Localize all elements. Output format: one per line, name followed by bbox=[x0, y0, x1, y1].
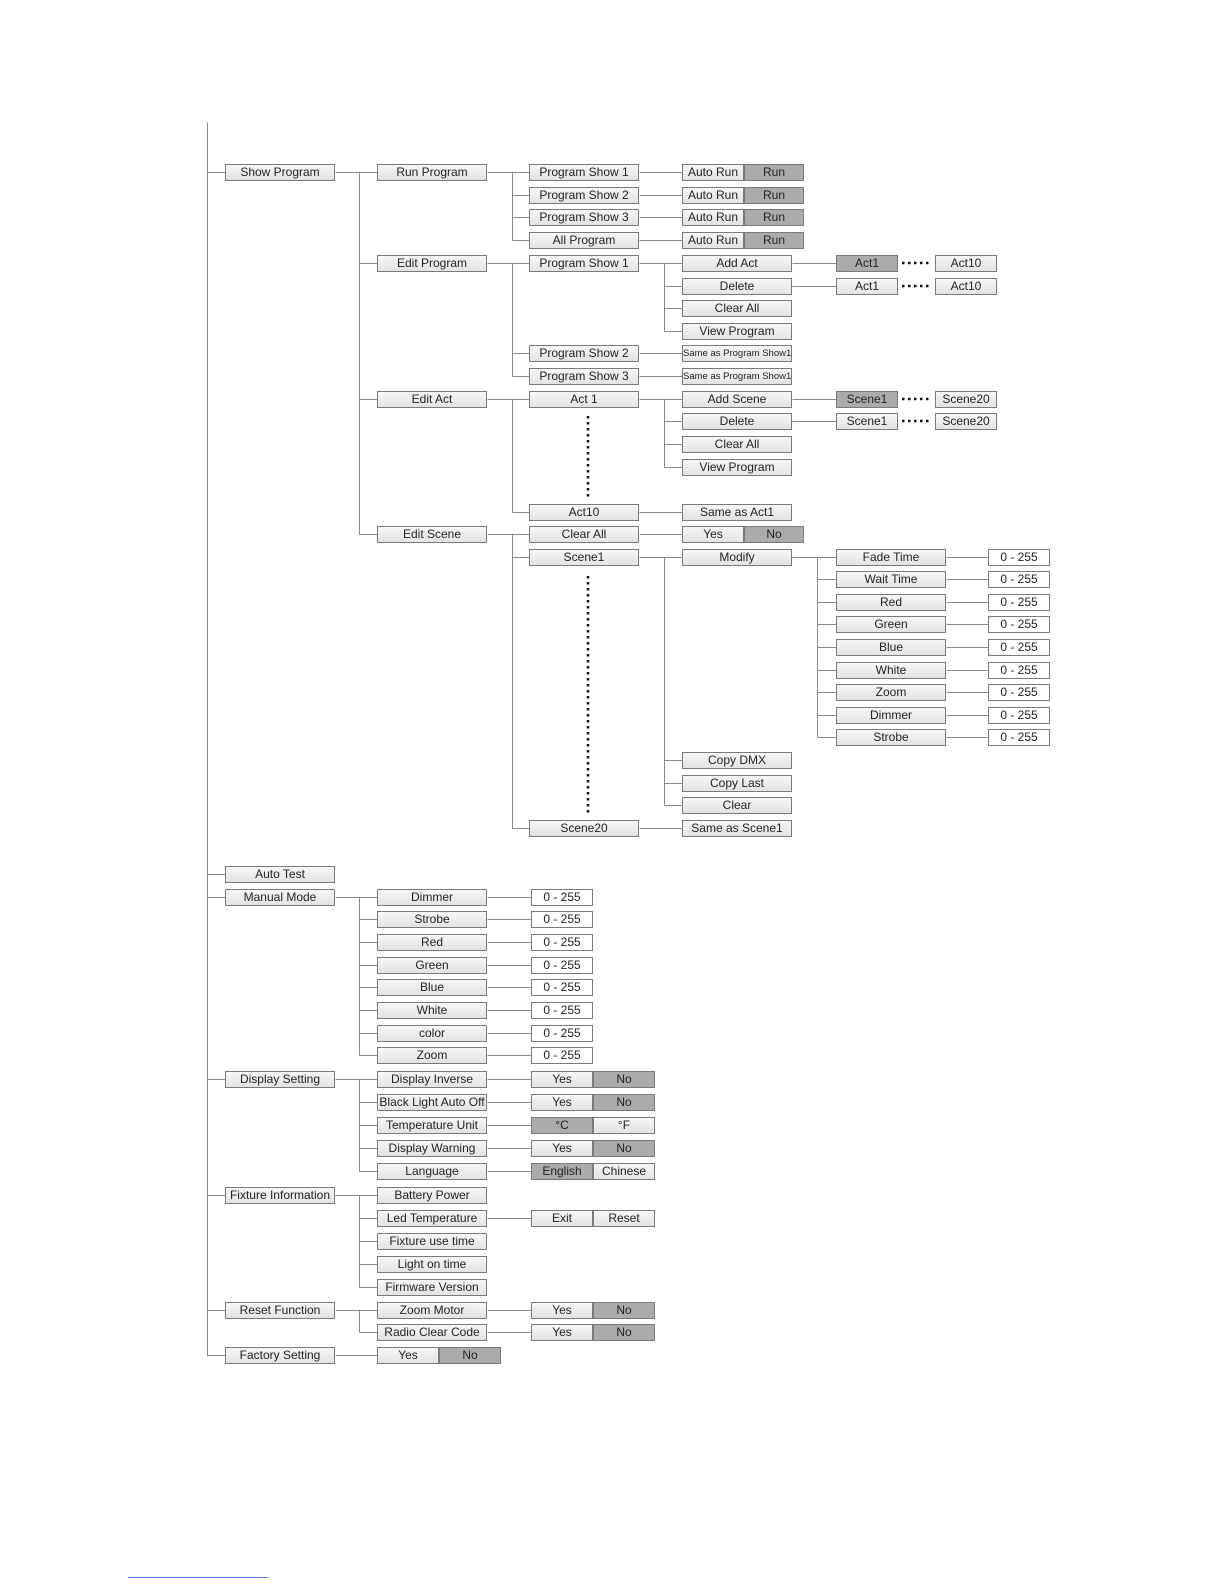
menu-node-mod-blue: Blue bbox=[836, 639, 946, 656]
menu-node-mm-strobe: Strobe bbox=[377, 911, 487, 928]
menu-node-act1-del: Act1 bbox=[836, 278, 898, 295]
menu-node-rc-no: No bbox=[593, 1324, 655, 1341]
menu-node-fixture-information: Fixture Information bbox=[225, 1187, 335, 1204]
menu-node-ea-delete: Delete bbox=[682, 413, 792, 430]
menu-node-act-10: Act10 bbox=[529, 504, 639, 521]
menu-node-v-fade-time: 0 - 255 bbox=[988, 549, 1050, 566]
menu-node-same-as-ps1-b: Same as Program Show1 bbox=[682, 368, 792, 385]
menu-node-autorun-3: Auto Run bbox=[682, 209, 744, 226]
menu-node-rp-show3: Program Show 3 bbox=[529, 209, 639, 226]
menu-node-mod-strobe: Strobe bbox=[836, 729, 946, 746]
menu-node-mm-green: Green bbox=[377, 957, 487, 974]
menu-node-dw-yes: Yes bbox=[531, 1140, 593, 1157]
menu-node-run-program: Run Program bbox=[377, 164, 487, 181]
menu-node-es-no: No bbox=[744, 526, 804, 543]
menu-node-light-on-time: Light on time bbox=[377, 1256, 487, 1273]
menu-node-v-mod-dimmer: 0 - 255 bbox=[988, 707, 1050, 724]
menu-node-v-wait-time: 0 - 255 bbox=[988, 571, 1050, 588]
menu-node-ep-show1: Program Show 1 bbox=[529, 255, 639, 272]
menu-node-run-3: Run bbox=[744, 209, 804, 226]
menu-node-act10-del: Act10 bbox=[935, 278, 997, 295]
menu-node-di-yes: Yes bbox=[531, 1071, 593, 1088]
menu-node-di-no: No bbox=[593, 1071, 655, 1088]
menu-node-mod-dimmer: Dimmer bbox=[836, 707, 946, 724]
menu-node-ep-clear-all: Clear All bbox=[682, 300, 792, 317]
menu-node-lang-english: English bbox=[531, 1163, 593, 1180]
menu-node-scene-1: Scene1 bbox=[529, 549, 639, 566]
menu-node-language: Language bbox=[377, 1163, 487, 1180]
menu-node-mod-green: Green bbox=[836, 616, 946, 633]
menu-node-manual-mode: Manual Mode bbox=[225, 889, 335, 906]
menu-node-ep-show3: Program Show 3 bbox=[529, 368, 639, 385]
menu-node-zm-no: No bbox=[593, 1302, 655, 1319]
menu-node-edit-act: Edit Act bbox=[377, 391, 487, 408]
menu-node-scene-20: Scene20 bbox=[529, 820, 639, 837]
menu-node-scene1-add: Scene1 bbox=[836, 391, 898, 408]
menu-node-zm-yes: Yes bbox=[531, 1302, 593, 1319]
menu-node-v-mm-color: 0 - 255 bbox=[531, 1025, 593, 1042]
menu-node-auto-test: Auto Test bbox=[225, 866, 335, 883]
menu-node-act1-add: Act1 bbox=[836, 255, 898, 272]
menu-node-rc-yes: Yes bbox=[531, 1324, 593, 1341]
menu-node-v-mm-strobe: 0 - 255 bbox=[531, 911, 593, 928]
menu-node-same-as-act1: Same as Act1 bbox=[682, 504, 792, 521]
menu-node-ep-show2: Program Show 2 bbox=[529, 345, 639, 362]
menu-node-v-mod-red: 0 - 255 bbox=[988, 594, 1050, 611]
menu-node-ea-clear-all: Clear All bbox=[682, 436, 792, 453]
menu-node-mm-dimmer: Dimmer bbox=[377, 889, 487, 906]
menu-node-v-mod-blue: 0 - 255 bbox=[988, 639, 1050, 656]
menu-node-same-as-scene1: Same as Scene1 bbox=[682, 820, 792, 837]
menu-node-add-scene: Add Scene bbox=[682, 391, 792, 408]
menu-node-autorun-2: Auto Run bbox=[682, 187, 744, 204]
menu-node-lt-exit: Exit bbox=[531, 1210, 593, 1227]
menu-node-modify: Modify bbox=[682, 549, 792, 566]
footer-rule bbox=[128, 1577, 268, 1578]
menu-node-v-mod-zoom: 0 - 255 bbox=[988, 684, 1050, 701]
menu-node-display-warning: Display Warning bbox=[377, 1140, 487, 1157]
menu-node-v-mod-strobe: 0 - 255 bbox=[988, 729, 1050, 746]
menu-node-run-4: Run bbox=[744, 232, 804, 249]
menu-node-radio-clear-code: Radio Clear Code bbox=[377, 1324, 487, 1341]
menu-node-fs-no: No bbox=[439, 1347, 501, 1364]
menu-node-mm-red: Red bbox=[377, 934, 487, 951]
menu-node-mm-blue: Blue bbox=[377, 979, 487, 996]
menu-node-lang-chinese: Chinese bbox=[593, 1163, 655, 1180]
menu-node-mm-zoom: Zoom bbox=[377, 1047, 487, 1064]
menu-node-battery-power: Battery Power bbox=[377, 1187, 487, 1204]
menu-node-display-inverse: Display Inverse bbox=[377, 1071, 487, 1088]
menu-node-v-mm-red: 0 - 255 bbox=[531, 934, 593, 951]
menu-node-run-2: Run bbox=[744, 187, 804, 204]
menu-node-show-program: Show Program bbox=[225, 164, 335, 181]
menu-node-rp-all: All Program bbox=[529, 232, 639, 249]
menu-node-v-mod-white: 0 - 255 bbox=[988, 662, 1050, 679]
menu-node-factory-setting: Factory Setting bbox=[225, 1347, 335, 1364]
menu-node-mm-color: color bbox=[377, 1025, 487, 1042]
menu-node-tu-f: °F bbox=[593, 1117, 655, 1134]
menu-node-v-mm-white: 0 - 255 bbox=[531, 1002, 593, 1019]
menu-node-ep-view-program: View Program bbox=[682, 323, 792, 340]
menu-node-rp-show2: Program Show 2 bbox=[529, 187, 639, 204]
menu-node-run-1: Run bbox=[744, 164, 804, 181]
menu-node-act-1: Act 1 bbox=[529, 391, 639, 408]
menu-node-copy-last: Copy Last bbox=[682, 775, 792, 792]
menu-node-wait-time: Wait Time bbox=[836, 571, 946, 588]
menu-node-edit-program: Edit Program bbox=[377, 255, 487, 272]
menu-node-autorun-1: Auto Run bbox=[682, 164, 744, 181]
menu-node-display-setting: Display Setting bbox=[225, 1071, 335, 1088]
menu-node-firmware-version: Firmware Version bbox=[377, 1279, 487, 1296]
menu-node-dw-no: No bbox=[593, 1140, 655, 1157]
menu-node-led-temperature: Led Temperature bbox=[377, 1210, 487, 1227]
menu-node-fs-yes: Yes bbox=[377, 1347, 439, 1364]
menu-node-temperature-unit: Temperature Unit bbox=[377, 1117, 487, 1134]
menu-node-copy-dmx: Copy DMX bbox=[682, 752, 792, 769]
menu-node-v-mm-dimmer: 0 - 255 bbox=[531, 889, 593, 906]
menu-node-mm-white: White bbox=[377, 1002, 487, 1019]
menu-node-bl-yes: Yes bbox=[531, 1094, 593, 1111]
menu-node-fade-time: Fade Time bbox=[836, 549, 946, 566]
menu-node-reset-function: Reset Function bbox=[225, 1302, 335, 1319]
menu-node-fixture-use-time: Fixture use time bbox=[377, 1233, 487, 1250]
menu-node-scene1-del: Scene1 bbox=[836, 413, 898, 430]
menu-node-es-clear-all: Clear All bbox=[529, 526, 639, 543]
menu-node-bl-no: No bbox=[593, 1094, 655, 1111]
menu-node-tu-c: °C bbox=[531, 1117, 593, 1134]
menu-node-zoom-motor: Zoom Motor bbox=[377, 1302, 487, 1319]
menu-node-act10-add: Act10 bbox=[935, 255, 997, 272]
menu-node-scene20-del: Scene20 bbox=[935, 413, 997, 430]
menu-node-v-mm-green: 0 - 255 bbox=[531, 957, 593, 974]
menu-node-mod-red: Red bbox=[836, 594, 946, 611]
menu-node-autorun-4: Auto Run bbox=[682, 232, 744, 249]
menu-node-add-act: Add Act bbox=[682, 255, 792, 272]
menu-node-ea-view-program: View Program bbox=[682, 459, 792, 476]
menu-node-v-mm-blue: 0 - 255 bbox=[531, 979, 593, 996]
menu-node-v-mm-zoom: 0 - 255 bbox=[531, 1047, 593, 1064]
menu-node-v-mod-green: 0 - 255 bbox=[988, 616, 1050, 633]
menu-node-edit-scene: Edit Scene bbox=[377, 526, 487, 543]
menu-node-black-light-auto-off: Black Light Auto Off bbox=[377, 1094, 487, 1111]
menu-node-mod-zoom: Zoom bbox=[836, 684, 946, 701]
menu-node-scene20-add: Scene20 bbox=[935, 391, 997, 408]
menu-node-same-as-ps1-a: Same as Program Show1 bbox=[682, 345, 792, 362]
menu-node-mod-white: White bbox=[836, 662, 946, 679]
menu-node-ep-delete: Delete bbox=[682, 278, 792, 295]
menu-node-lt-reset: Reset bbox=[593, 1210, 655, 1227]
menu-node-rp-show1: Program Show 1 bbox=[529, 164, 639, 181]
menu-node-scene-clear: Clear bbox=[682, 797, 792, 814]
menu-node-es-yes: Yes bbox=[682, 526, 744, 543]
